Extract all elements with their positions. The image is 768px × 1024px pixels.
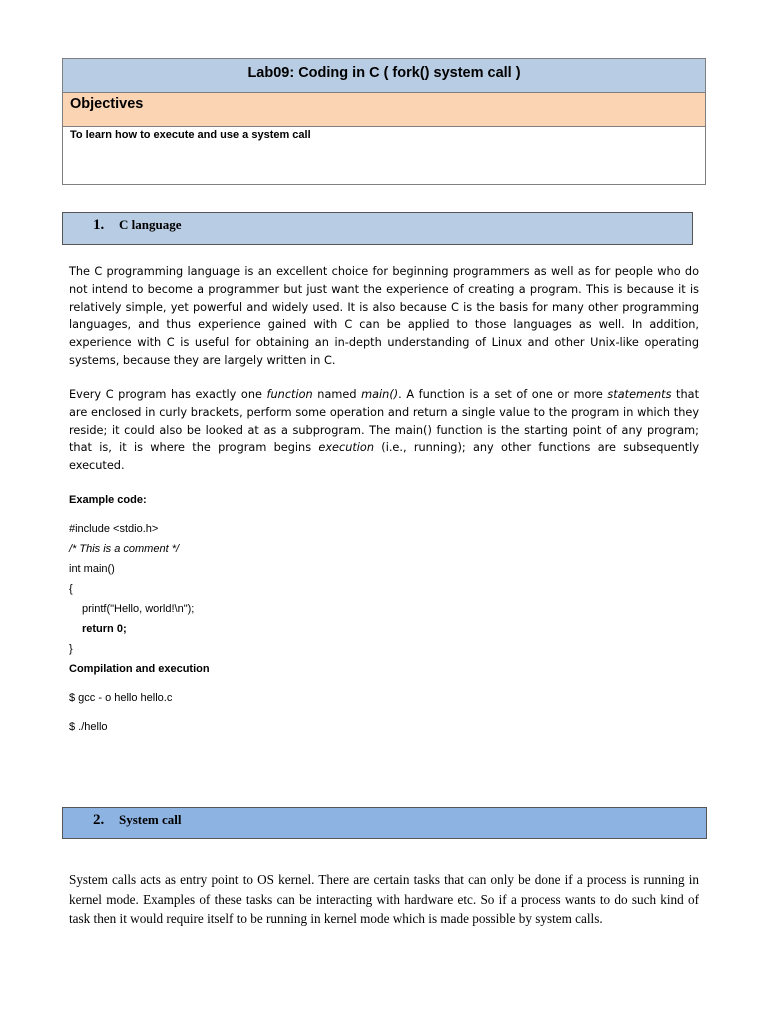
code-line: { [69, 583, 73, 595]
text-run: named [312, 388, 362, 401]
lab-header-table [62, 58, 706, 185]
main-function-paragraph [69, 386, 699, 475]
text-run: that are enclosed in curly brackets, perform some operation and return a single value to the program in which they reside; it could also be looked at as a subprogram. The main() function is the starting point of any program; that is, it is where the program begins [69, 388, 699, 455]
code-line: int main() [69, 563, 115, 575]
section-heading-system-call [62, 807, 707, 839]
section-number: 1. [93, 217, 105, 233]
code-line: #include <stdio.h> [69, 523, 159, 535]
text-run-italic: execution [318, 441, 374, 455]
section-title: System call [119, 812, 182, 827]
compilation-label: Compilation and execution [69, 663, 210, 675]
section-title: C language [119, 217, 182, 232]
text-run-italic: statements [607, 388, 672, 401]
code-line: /* This is a comment */ [69, 543, 180, 555]
text-run-italic: function [266, 388, 313, 401]
code-line: printf("Hello, world!\n"); [82, 603, 195, 615]
c-intro-paragraph: The C programming language is an excellent choice for beginning programmers as well as for people who do not intend to become a programmer but just want the experience of creating a program. This is because it is relatively simple, yet powerful and widely used. It is also because C is the basis for many other programming languages, and thus experience gained with C can be applied to those languages as well. In addition, experience with C is useful for obtaining an in-depth understanding of Linux and other Unix-like operating systems, because they are largely written in C. [69, 265, 699, 367]
lab-title: Lab09: Coding in C ( fork() system call ) [63, 59, 705, 93]
code-line: } [69, 643, 73, 655]
text-run-italic: main() [361, 388, 399, 401]
text-run: Every C program has exactly one [69, 388, 267, 401]
system-call-paragraph: System calls acts as entry point to OS kernel. There are certain tasks that can only be done if a process is running in kernel mode. Examples of these tasks can be interacting with hardware etc. So if a process wants to do such kind of task then it would require itself to be running in kernel mode which is made possible by system calls. [69, 872, 699, 926]
objectives-heading: Objectives [63, 93, 705, 127]
section-heading-c-language [62, 212, 693, 245]
text-run: (i.e., running); any other functions are subsequently executed. [69, 441, 700, 473]
compile-command: $ gcc - o hello hello.c [69, 692, 173, 704]
example-code-label: Example code: [69, 494, 147, 506]
run-command: $ ./hello [69, 721, 108, 733]
objectives-text: To learn how to execute and use a system call [70, 129, 311, 141]
code-line: return 0; [82, 623, 127, 635]
section-number: 2. [93, 812, 105, 828]
text-run: . A function is a set of one or more [398, 388, 608, 401]
